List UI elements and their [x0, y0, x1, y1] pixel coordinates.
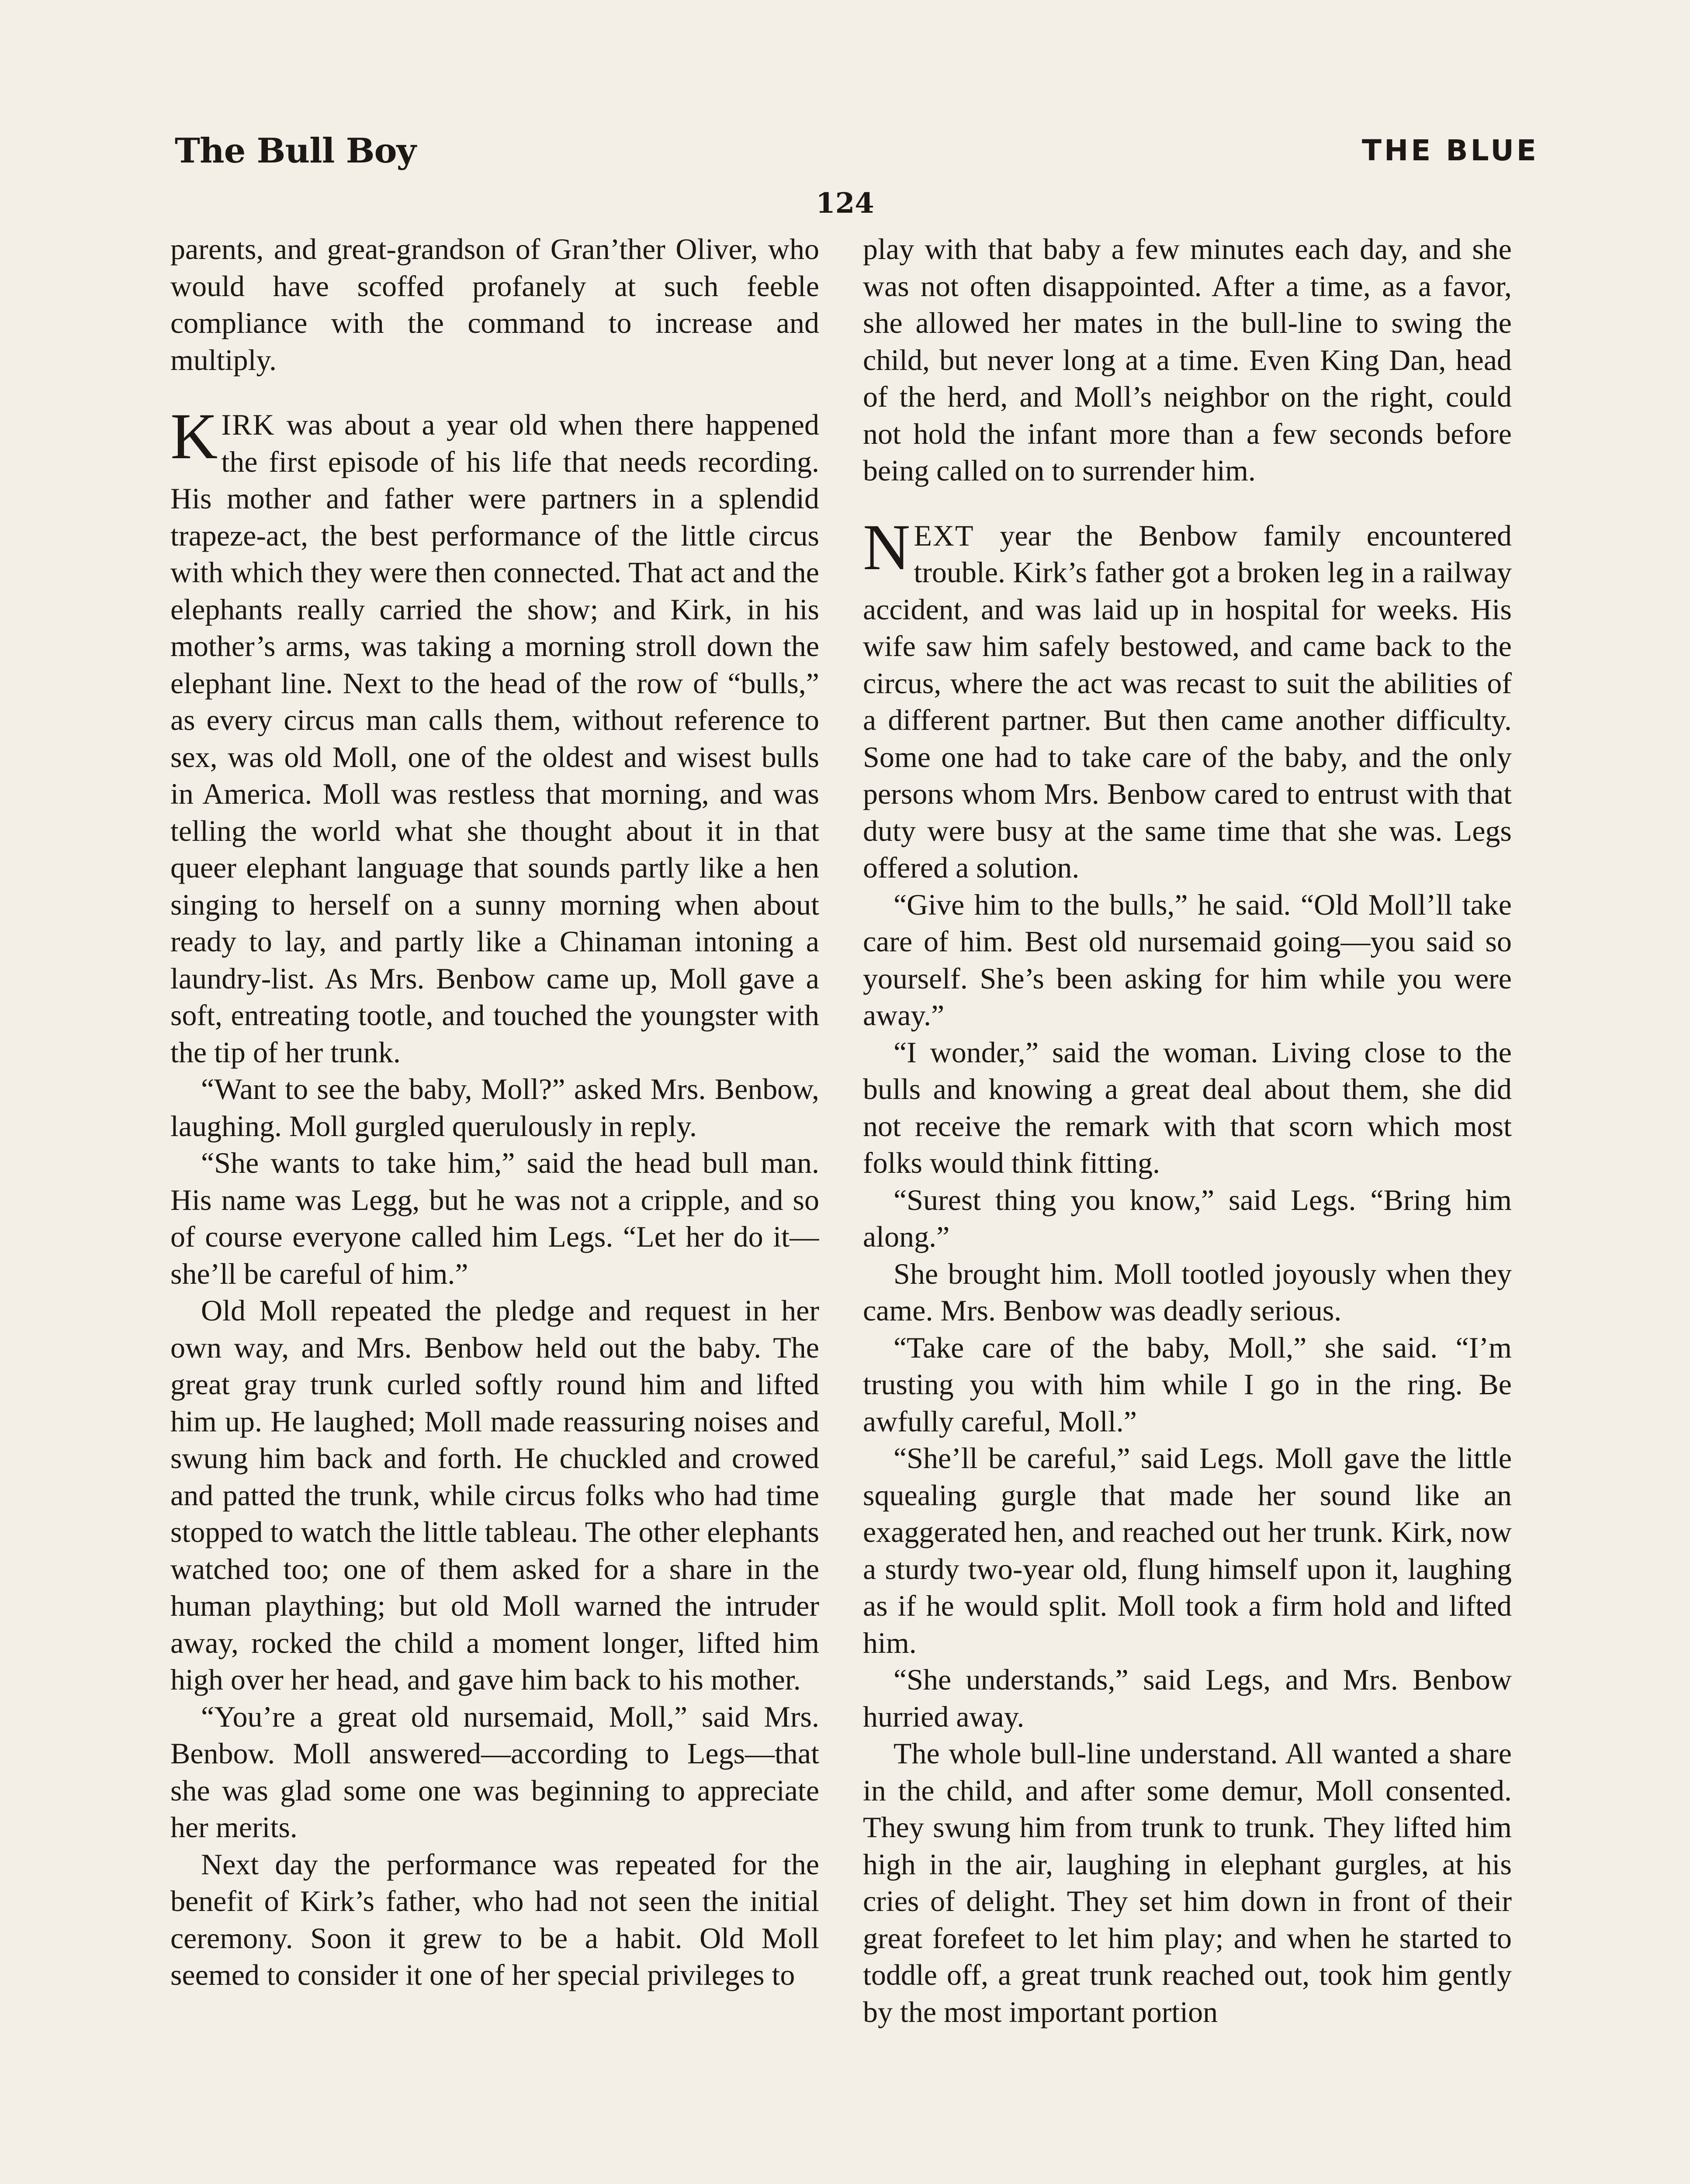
drop-cap: K — [170, 400, 218, 473]
drop-cap: N — [863, 511, 911, 584]
right-column — [863, 231, 1512, 2184]
small-caps-lead: IRK — [221, 408, 275, 441]
paragraph-text: year the Benbow family encountered trouble. Kirk’s father got a broken leg in a railway accident, and was laid up in hospital for weeks. His wife saw him safely bestowed, and came back to the circus, where the act was recast to suit the abilities of a different partner. But then came another difficulty. Some one had to take care of the baby, and the only persons whom Mrs. Benbow cared to entrust with that duty were busy at the same time that she was. Legs offered a solution. — [863, 518, 1512, 884]
page-number: 124 — [816, 187, 874, 220]
left-paragraph-4: “She wants to take him,” said the head bull man. His name was Legg, but he was not a cripple, and so of course everyone called him Legs. “Let her do it—she’ll be careful of him.” — [170, 1146, 819, 1290]
left-paragraph-6: “You’re a great old nursemaid, Moll,” said Mrs. Benbow. Moll answered—according to Legs—that she was glad some one was beginning to appreciate her merits. — [170, 1700, 819, 1844]
right-paragraph-5: “Surest thing you know,” said Legs. “Bring him along.” — [863, 1183, 1512, 1253]
right-paragraph-4: “I wonder,” said the woman. Living close to the bulls and knowing a great deal about them, she did not receive the remark with that scorn which most folks would think fitting. — [863, 1035, 1512, 1179]
right-paragraph-6: She brought him. Moll tootled joyously when they came. Mrs. Benbow was deadly serious. — [863, 1257, 1512, 1327]
paragraph-text: was about a year old when there happened the first episode of his life that needs recording. His mother and father were partners in a splendid trapeze-act, the best performance of the little circus with which they were then connected. That act and the elephants really carried the show; and Kirk, in his mother’s arms, was taking a morning stroll down the elephant line. Next to the head of the row of “bulls,” as every circus man calls them, without reference to sex, was old Moll, one of the oldest and wisest bulls in America. Moll was restless that morning, and was telling the world what she thought about it in that queer elephant language that sounds partly like a hen singing to herself on a sunny morning when about ready to lay, and partly like a Chinaman intoning a laundry-list. As Mrs. Benbow came up, Moll gave a soft, entreating tootle, and touched the youngster with the tip of her trunk. — [170, 408, 819, 1069]
right-paragraph-8: “She’ll be careful,” said Legs. Moll gave the little squealing gurgle that made her sound like an exaggerated hen, and reached out her trunk. Kirk, now a sturdy two-year old, flung himself upon it, laughing as if he would split. Moll took a firm hold and lifted him. — [863, 1441, 1512, 1659]
right-paragraph-3: “Give him to the bulls,” he said. “Old Moll’ll take care of him. Best old nursemaid going—you said so yourself. She’s been asking for him while you were away.” — [863, 888, 1512, 1032]
magazine-name: THE BLUE — [1361, 134, 1539, 167]
right-paragraph-2 — [863, 511, 1512, 886]
left-paragraph-7: Next day the performance was repeated for the benefit of Kirk’s father, who had not seen the initial ceremony. Soon it grew to be a habit. Old Moll seemed to consider it one of her special privileges to — [170, 1847, 819, 1991]
story-title: The Bull Boy — [175, 131, 416, 171]
right-paragraph-7: “Take care of the baby, Moll,” she said. “I’m trusting you with him while I go in the ring. Be awfully careful, Moll.” — [863, 1330, 1512, 1438]
right-paragraph-10: The whole bull-line understand. All wanted a share in the child, and after some demur, Moll consented. They swung him from trunk to trunk. They lifted him high in the air, laughing in elephant gurgles, at his cries of delight. They set him down in front of their great forefeet to let him play; and when he started to toddle off, a great trunk reached out, took him gently by the most important portion — [863, 1737, 1512, 2028]
right-paragraph-1: play with that baby a few minutes each day, and she was not often disappointed. After a time, as a favor, she allowed her mates in the bull-line to swing the child, but never long at a time. Even King Dan, head of the herd, and Moll’s neighbor on the right, could not hold the infant more than a few seconds before being called on to surrender him. — [863, 232, 1512, 487]
left-paragraph-1: parents, and great-grandson of Gran’ther Oliver, who would have scoffed profanely at such feeble compliance with the command to increase and multiply. — [170, 232, 819, 377]
left-paragraph-3: “Want to see the baby, Moll?” asked Mrs. Benbow, laughing. Moll gurgled querulously in reply. — [170, 1072, 819, 1143]
small-caps-lead: EXT — [914, 518, 974, 552]
left-paragraph-5: Old Moll repeated the pledge and request in her own way, and Mrs. Benbow held out the baby. The great gray trunk curled softly round him and lifted him up. He laughed; Moll made reassuring noises and swung him back and forth. He chuckled and crowed and patted the trunk, while circus folks who had time stopped to watch the little tableau. The other elephants watched too; one of them asked for a share in the human plaything; but old Moll warned the intruder away, rocked the child a moment longer, lifted him high over her head, and gave him back to his mother. — [170, 1294, 819, 1696]
right-paragraph-9: “She understands,” said Legs, and Mrs. Benbow hurried away. — [863, 1663, 1512, 1733]
left-paragraph-2 — [170, 400, 819, 1071]
left-column — [170, 231, 819, 2184]
